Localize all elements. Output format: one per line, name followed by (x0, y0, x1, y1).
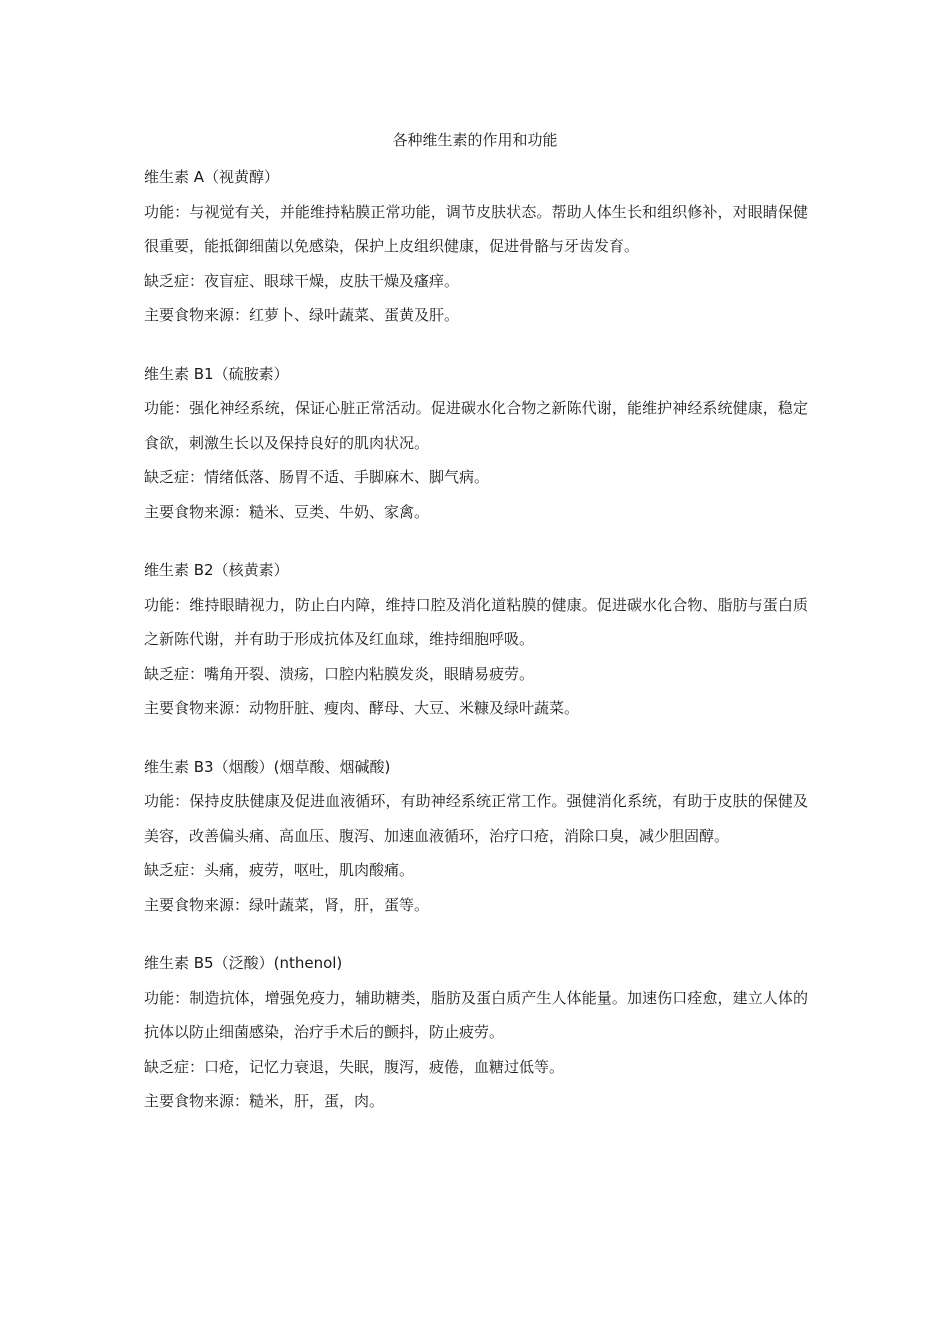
sources-paragraph: 主要食物来源：动物肝脏、瘦肉、酵母、大豆、米糠及绿叶蔬菜。 (144, 699, 580, 717)
deficiency-paragraph: 缺乏症：口疮，记忆力衰退，失眠，腹泻，疲倦，血糖过低等。 (144, 1057, 565, 1076)
section-heading: 维生素 B5（泛酸）(nthenol) (144, 954, 343, 972)
section-heading: 维生素 A（视黄醇） (144, 168, 280, 186)
section-heading: 维生素 B3（烟酸）(烟草酸、烟碱酸) (144, 757, 391, 776)
vitamin-section-b2 (144, 553, 808, 726)
document-title: 各种维生素的作用和功能 (392, 131, 558, 149)
vitamin-section-b1 (144, 357, 808, 530)
vitamin-section-a (144, 160, 808, 333)
sources-paragraph: 主要食物来源：糙米、豆类、牛奶、家禽。 (144, 502, 430, 521)
function-paragraph: 功能：维持眼睛视力，防止白内障，维持口腔及消化道粘膜的健康。促进碳水化合物、脂肪与蛋白质之新陈代谢，并有助于形成抗体及红血球，维持细胞呼吸。 (144, 595, 808, 648)
deficiency-paragraph: 缺乏症：嘴角开裂、溃疡，口腔内粘膜发炎，眼睛易疲劳。 (144, 664, 535, 683)
sources-paragraph: 主要食物来源：糙米，肝，蛋，肉。 (144, 1092, 385, 1110)
function-paragraph: 功能：强化神经系统，保证心脏正常活动。促进碳水化合物之新陈代谢，能维护神经系统健康，稳定食欲，刺激生长以及保持良好的肌肉状况。 (144, 399, 808, 452)
vitamin-section-b5 (144, 946, 808, 1119)
deficiency-paragraph: 缺乏症：头痛，疲劳，呕吐，肌肉酸痛。 (144, 861, 415, 879)
sources-paragraph: 主要食物来源：红萝卜、绿叶蔬菜、蛋黄及肝。 (144, 306, 460, 324)
function-paragraph: 功能：与视觉有关，并能维持粘膜正常功能，调节皮肤状态。帮助人体生长和组织修补，对眼睛保健很重要，能抵御细菌以免感染，保护上皮组织健康，促进骨骼与牙齿发育。 (144, 202, 808, 255)
function-paragraph: 功能：制造抗体，增强免疫力，辅助糖类，脂肪及蛋白质产生人体能量。加速伤口痊愈，建立人体的抗体以防止细菌感染，治疗手术后的颤抖，防止疲劳。 (144, 988, 808, 1041)
sources-paragraph: 主要食物来源：绿叶蔬菜，肾，肝，蛋等。 (144, 895, 430, 914)
function-paragraph: 功能：保持皮肤健康及促进血液循环，有助神经系统正常工作。强健消化系统，有助于皮肤的保健及美容，改善偏头痛、高血压、腹泻、加速血液循环，治疗口疮，消除口臭，减少胆固醇。 (144, 792, 808, 845)
deficiency-paragraph: 缺乏症：情绪低落、肠胃不适、手脚麻木、脚气病。 (144, 468, 490, 486)
deficiency-paragraph: 缺乏症：夜盲症、眼球干燥，皮肤干燥及瘙痒。 (144, 271, 460, 290)
document-body (144, 160, 808, 1143)
vitamin-section-b3 (144, 750, 808, 923)
section-heading: 维生素 B1（硫胺素） (144, 364, 289, 383)
section-heading: 维生素 B2（核黄素） (144, 561, 289, 579)
